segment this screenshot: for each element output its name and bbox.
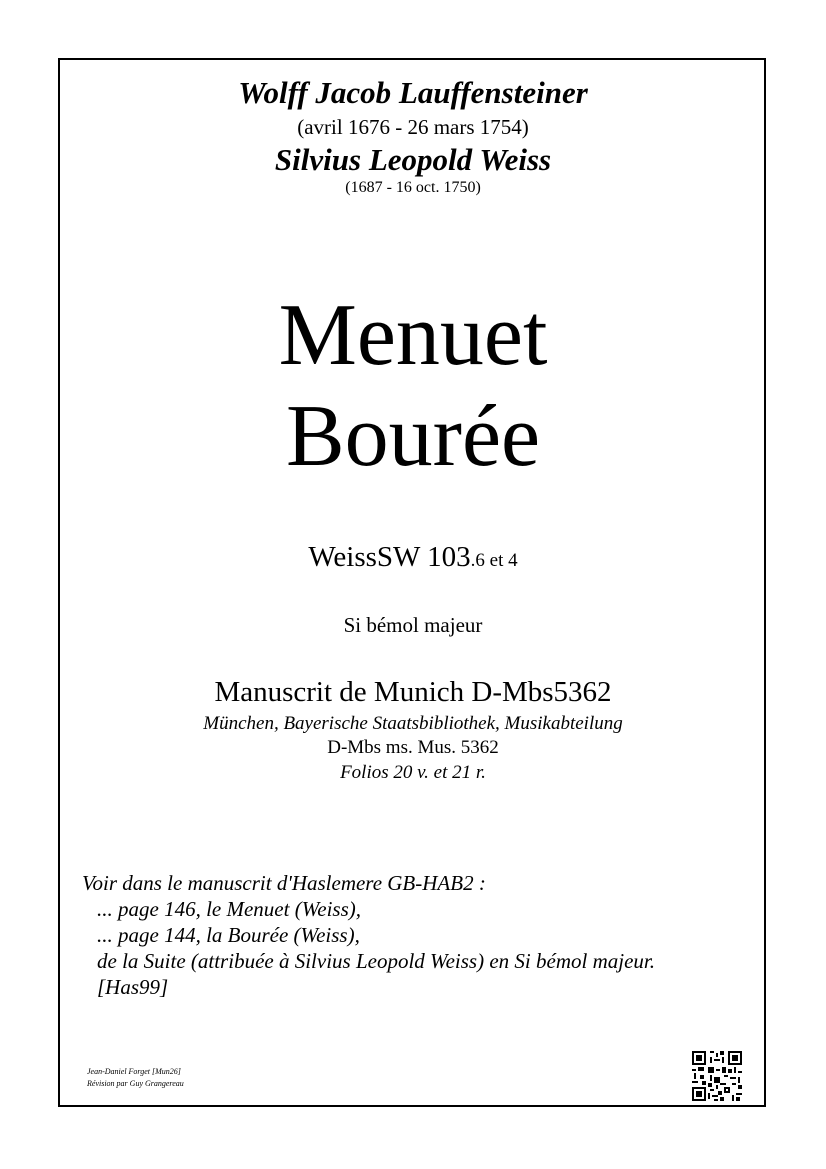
qr-code-icon <box>692 1051 742 1101</box>
catalog-number <box>0 541 826 574</box>
catalog-sub: .6 et 4 <box>470 550 518 571</box>
manuscript-shelfmark: D-Mbs ms. Mus. 5362 <box>327 737 499 758</box>
composer-name-1: Wolff Jacob Lauffensteiner <box>238 75 588 110</box>
title-menuet: Menuet <box>278 287 548 384</box>
title-bouree: Bourée <box>285 388 541 485</box>
composer-dates-1: (avril 1676 - 26 mars 1754) <box>297 115 529 139</box>
manuscript-library: München, Bayerische Staatsbibliothek, Musikabteilung <box>203 713 623 734</box>
note-line: ... page 144, la Bourée (Weiss), <box>97 923 360 947</box>
note-line: ... page 146, le Menuet (Weiss), <box>97 897 361 921</box>
manuscript-title: Manuscrit de Munich D-Mbs5362 <box>214 676 612 708</box>
catalog-main: WeissSW 103 <box>308 541 471 573</box>
composer-dates-2: (1687 - 16 oct. 1750) <box>345 179 481 196</box>
credit-author: Jean-Daniel Forget [Mun26] <box>87 1067 181 1076</box>
credit-revision: Révision par Guy Grangereau <box>87 1079 184 1088</box>
manuscript-folios: Folios 20 v. et 21 r. <box>340 762 486 783</box>
key-signature: Si bémol majeur <box>343 613 483 637</box>
note-line: Voir dans le manuscrit d'Haslemere GB-HAB2 : <box>82 871 486 895</box>
note-line: [Has99] <box>97 975 169 999</box>
composer-name-2: Silvius Leopold Weiss <box>274 142 552 177</box>
credits <box>87 1066 184 1090</box>
note-line: de la Suite (attribuée à Silvius Leopold Weiss) en Si bémol majeur. <box>97 949 655 973</box>
notes-block <box>82 870 655 1000</box>
